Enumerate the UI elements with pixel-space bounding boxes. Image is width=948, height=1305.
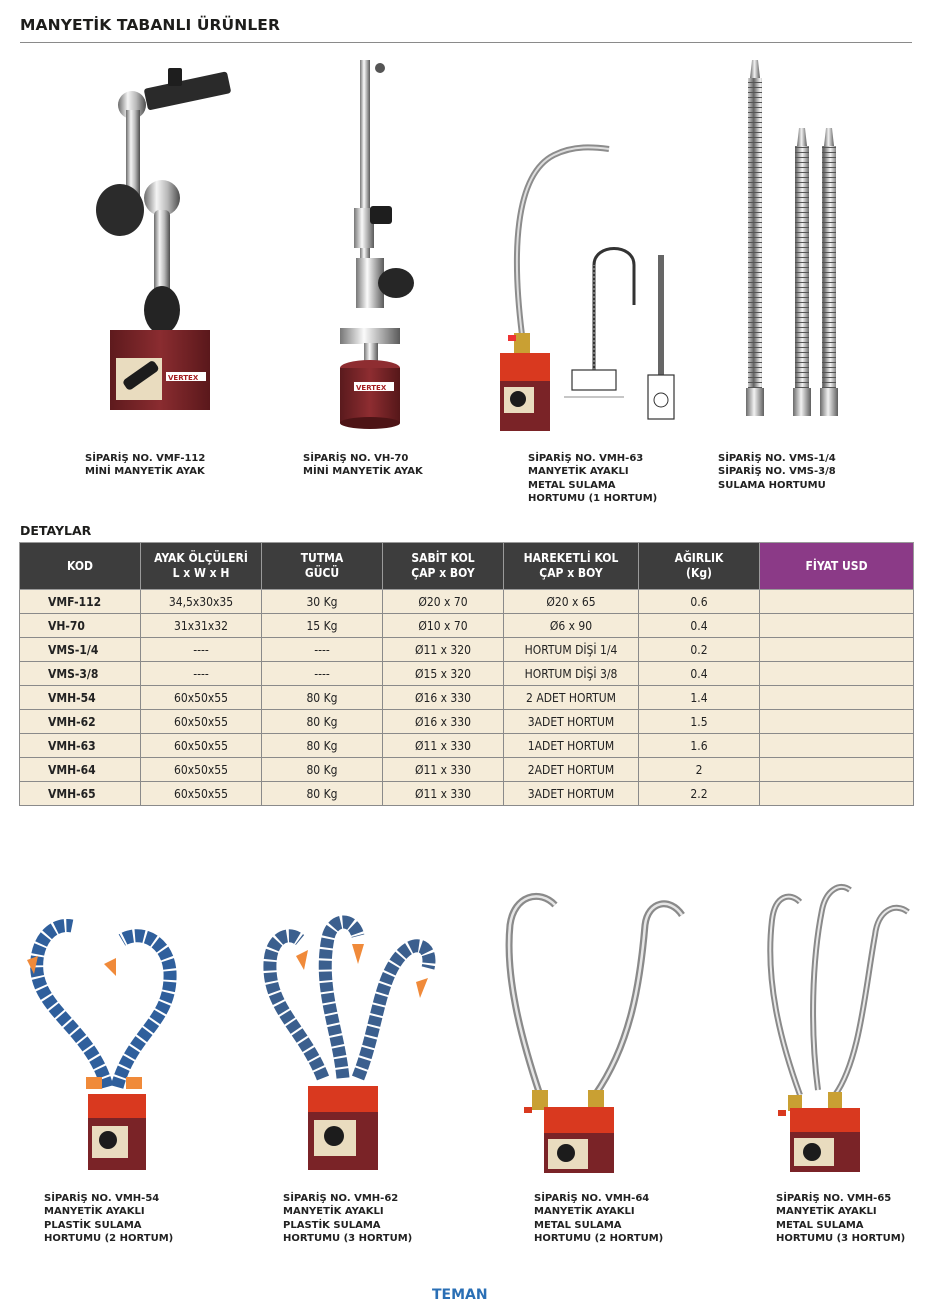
cell-kod: VMH-54 bbox=[20, 686, 141, 710]
caption-vms bbox=[718, 452, 836, 492]
header-kod bbox=[20, 543, 141, 590]
caption-line: MİNİ MANYETİK AYAK bbox=[303, 466, 423, 478]
header-tutma-gucu bbox=[262, 543, 383, 590]
header-fiyat-usd bbox=[760, 543, 914, 590]
table-row bbox=[20, 590, 914, 614]
caption-line: SİPARİŞ NO. VMH-63 bbox=[528, 453, 644, 464]
title-divider bbox=[20, 42, 912, 43]
cell-fiyat bbox=[760, 614, 914, 638]
caption-line: METAL SULAMA bbox=[534, 1219, 622, 1231]
cell-agirlik: 0.4 bbox=[639, 662, 760, 686]
caption-vmh-62 bbox=[283, 1192, 412, 1246]
cell-kod: VMS-1/4 bbox=[20, 638, 141, 662]
cell-sabit-kol: Ø16 x 330 bbox=[383, 686, 504, 710]
cell-hareketli-kol: 2 ADET HORTUM bbox=[504, 686, 639, 710]
cell-hareketli-kol: 2ADET HORTUM bbox=[504, 758, 639, 782]
caption-line: SİPARİŞ NO. VMH-64 bbox=[534, 1193, 650, 1204]
cell-agirlik: 0.4 bbox=[639, 614, 760, 638]
cell-fiyat bbox=[760, 710, 914, 734]
caption-vmh-63 bbox=[528, 452, 657, 506]
cell-ayak-olculeri: 60x50x55 bbox=[141, 782, 262, 806]
product-photo-vms bbox=[740, 58, 840, 420]
header-ayak-olculeri bbox=[141, 543, 262, 590]
cell-kod: VMS-3/8 bbox=[20, 662, 141, 686]
cell-hareketli-kol: HORTUM DİŞİ 1/4 bbox=[504, 638, 639, 662]
cell-tutma-gucu: 80 Kg bbox=[262, 686, 383, 710]
caption-line: METAL SULAMA bbox=[528, 479, 616, 491]
caption-vmh-54 bbox=[44, 1192, 173, 1246]
page-title: MANYETİK TABANLI ÜRÜNLER bbox=[20, 16, 281, 34]
caption-line: METAL SULAMA bbox=[776, 1219, 864, 1231]
cell-hareketli-kol: 3ADET HORTUM bbox=[504, 782, 639, 806]
header-hareketli-kol bbox=[504, 543, 639, 590]
caption-vmh-65 bbox=[776, 1192, 905, 1246]
header-line: SABİT KOL bbox=[411, 551, 475, 565]
table-row bbox=[20, 734, 914, 758]
footer-brand-mark: TEMAN bbox=[432, 1287, 488, 1303]
vertex-logo: VERTEX bbox=[356, 384, 387, 392]
cell-kod: VMH-64 bbox=[20, 758, 141, 782]
caption-line: MANYETİK AYAKLI bbox=[528, 466, 629, 478]
caption-vmf-112 bbox=[85, 452, 205, 479]
cell-agirlik: 2.2 bbox=[639, 782, 760, 806]
caption-vh-70 bbox=[303, 452, 423, 479]
table-row bbox=[20, 638, 914, 662]
caption-line: SULAMA HORTUMU bbox=[718, 479, 826, 491]
table-row bbox=[20, 758, 914, 782]
cell-sabit-kol: Ø10 x 70 bbox=[383, 614, 504, 638]
vertex-logo: VERTEX bbox=[168, 374, 199, 382]
cell-sabit-kol: Ø11 x 320 bbox=[383, 638, 504, 662]
cell-ayak-olculeri: ---- bbox=[141, 662, 262, 686]
cell-ayak-olculeri: 34,5x30x35 bbox=[141, 590, 262, 614]
caption-line: HORTUMU (2 HORTUM) bbox=[534, 1233, 664, 1245]
cell-kod: VMH-63 bbox=[20, 734, 141, 758]
cell-tutma-gucu: 80 Kg bbox=[262, 782, 383, 806]
cell-agirlik: 1.4 bbox=[639, 686, 760, 710]
header-line: KOD bbox=[67, 558, 93, 573]
cell-fiyat bbox=[760, 734, 914, 758]
header-line: (Kg) bbox=[686, 566, 712, 580]
header-line: FİYAT USD bbox=[805, 558, 868, 573]
header-line: AĞIRLIK bbox=[674, 551, 724, 565]
cell-agirlik: 0.6 bbox=[639, 590, 760, 614]
cell-agirlik: 1.5 bbox=[639, 710, 760, 734]
cell-sabit-kol: Ø16 x 330 bbox=[383, 710, 504, 734]
cell-ayak-olculeri: 60x50x55 bbox=[141, 710, 262, 734]
cell-tutma-gucu: 15 Kg bbox=[262, 614, 383, 638]
table-row bbox=[20, 782, 914, 806]
caption-line: SİPARİŞ NO. VMS-1/4 bbox=[718, 453, 836, 464]
header-line: HAREKETLİ KOL bbox=[523, 551, 619, 565]
cell-sabit-kol: Ø11 x 330 bbox=[383, 734, 504, 758]
caption-line: SİPARİŞ NO. VMS-3/8 bbox=[718, 466, 836, 478]
cell-fiyat bbox=[760, 758, 914, 782]
header-line: TUTMA bbox=[300, 551, 344, 565]
cell-ayak-olculeri: 60x50x55 bbox=[141, 758, 262, 782]
header-line: L x W x H bbox=[172, 566, 230, 580]
header-line: GÜCÜ bbox=[304, 566, 340, 580]
product-photo-vmh-63 bbox=[494, 135, 684, 430]
caption-line: MİNİ MANYETİK AYAK bbox=[85, 466, 205, 478]
cell-agirlik: 2 bbox=[639, 758, 760, 782]
product-photo-vmh-64 bbox=[500, 885, 690, 1175]
cell-tutma-gucu: ---- bbox=[262, 662, 383, 686]
product-photo-vmh-54 bbox=[22, 912, 192, 1174]
table-row bbox=[20, 614, 914, 638]
caption-line: HORTUMU (3 HORTUM) bbox=[283, 1233, 413, 1245]
table-row bbox=[20, 686, 914, 710]
product-photo-vmh-62 bbox=[258, 908, 438, 1174]
header-line: AYAK ÖLÇÜLERİ bbox=[154, 551, 248, 565]
cell-fiyat bbox=[760, 590, 914, 614]
header-sabit-kol bbox=[383, 543, 504, 590]
details-heading: DETAYLAR bbox=[20, 523, 92, 538]
cell-tutma-gucu: 30 Kg bbox=[262, 590, 383, 614]
caption-line: SİPARİŞ NO. VMH-54 bbox=[44, 1193, 160, 1204]
product-photo-vh-70 bbox=[330, 58, 440, 430]
caption-line: MANYETİK AYAKLI bbox=[534, 1206, 635, 1218]
cell-hareketli-kol: Ø6 x 90 bbox=[504, 614, 639, 638]
caption-line: MANYETİK AYAKLI bbox=[776, 1206, 877, 1218]
cell-agirlik: 0.2 bbox=[639, 638, 760, 662]
cell-fiyat bbox=[760, 686, 914, 710]
caption-line: HORTUMU (3 HORTUM) bbox=[776, 1233, 906, 1245]
product-photo-vmh-65 bbox=[760, 880, 920, 1175]
header-line: ÇAP x BOY bbox=[539, 566, 603, 580]
cell-tutma-gucu: 80 Kg bbox=[262, 710, 383, 734]
cell-ayak-olculeri: 60x50x55 bbox=[141, 734, 262, 758]
cell-ayak-olculeri: ---- bbox=[141, 638, 262, 662]
cell-tutma-gucu: 80 Kg bbox=[262, 758, 383, 782]
header-agirlik bbox=[639, 543, 760, 590]
cell-kod: VMH-62 bbox=[20, 710, 141, 734]
cell-tutma-gucu: ---- bbox=[262, 638, 383, 662]
table-header-row bbox=[20, 543, 914, 590]
cell-fiyat bbox=[760, 638, 914, 662]
caption-line: MANYETİK AYAKLI bbox=[283, 1206, 384, 1218]
cell-kod: VMH-65 bbox=[20, 782, 141, 806]
cell-fiyat bbox=[760, 782, 914, 806]
caption-line: PLASTİK SULAMA bbox=[283, 1219, 381, 1231]
cell-sabit-kol: Ø15 x 320 bbox=[383, 662, 504, 686]
cell-ayak-olculeri: 31x31x32 bbox=[141, 614, 262, 638]
caption-line: SİPARİŞ NO. VMF-112 bbox=[85, 453, 206, 464]
caption-line: PLASTİK SULAMA bbox=[44, 1219, 142, 1231]
cell-hareketli-kol: 1ADET HORTUM bbox=[504, 734, 639, 758]
cell-sabit-kol: Ø11 x 330 bbox=[383, 782, 504, 806]
table-row bbox=[20, 710, 914, 734]
header-line: ÇAP x BOY bbox=[411, 566, 475, 580]
cell-hareketli-kol: HORTUM DİŞİ 3/8 bbox=[504, 662, 639, 686]
table-row bbox=[20, 662, 914, 686]
cell-tutma-gucu: 80 Kg bbox=[262, 734, 383, 758]
cell-sabit-kol: Ø11 x 330 bbox=[383, 758, 504, 782]
caption-line: MANYETİK AYAKLI bbox=[44, 1206, 145, 1218]
caption-line: HORTUMU (1 HORTUM) bbox=[528, 493, 658, 505]
caption-line: SİPARİŞ NO. VMH-65 bbox=[776, 1193, 892, 1204]
cell-ayak-olculeri: 60x50x55 bbox=[141, 686, 262, 710]
spec-table bbox=[19, 542, 914, 806]
caption-line: HORTUMU (2 HORTUM) bbox=[44, 1233, 174, 1245]
cell-hareketli-kol: Ø20 x 65 bbox=[504, 590, 639, 614]
caption-vmh-64 bbox=[534, 1192, 663, 1246]
cell-kod: VH-70 bbox=[20, 614, 141, 638]
cell-fiyat bbox=[760, 662, 914, 686]
cell-sabit-kol: Ø20 x 70 bbox=[383, 590, 504, 614]
caption-line: SİPARİŞ NO. VH-70 bbox=[303, 453, 409, 464]
cell-hareketli-kol: 3ADET HORTUM bbox=[504, 710, 639, 734]
product-photo-vmf-112 bbox=[90, 60, 240, 420]
cell-kod: VMF-112 bbox=[20, 590, 141, 614]
caption-line: SİPARİŞ NO. VMH-62 bbox=[283, 1193, 399, 1204]
cell-agirlik: 1.6 bbox=[639, 734, 760, 758]
